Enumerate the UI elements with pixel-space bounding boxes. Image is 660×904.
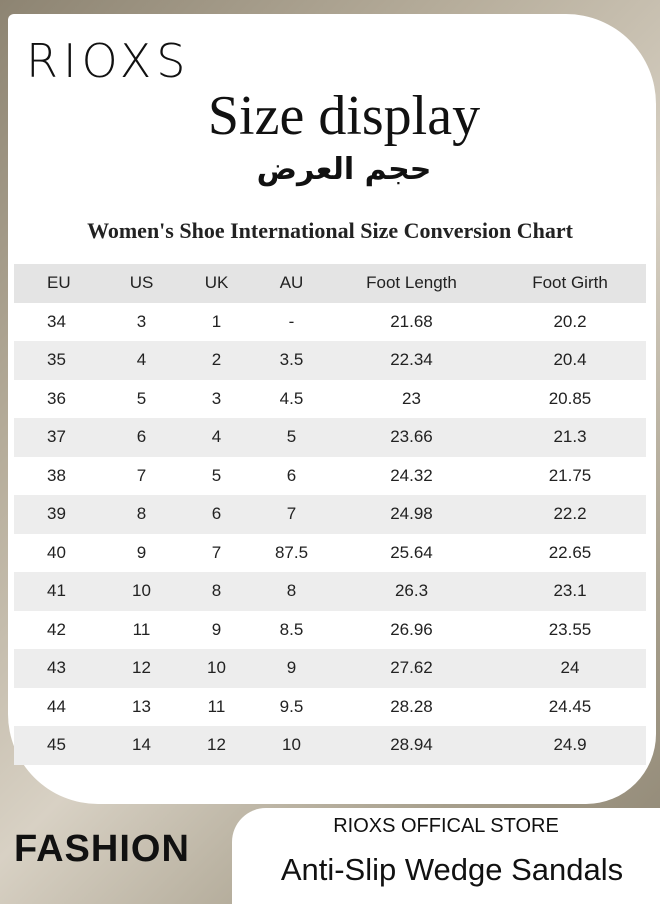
cell-au: 7 <box>286 504 297 524</box>
table-row <box>14 572 646 611</box>
table-row <box>14 495 646 534</box>
cell-uk: 8 <box>211 581 222 601</box>
cell-us: 13 <box>132 696 151 716</box>
size-chart-title: Women's Shoe International Size Conversion Chart <box>87 218 573 243</box>
cell-foot-girth: 22.2 <box>553 504 587 524</box>
store-name: RIOXS OFFICAL STORE <box>333 815 559 837</box>
cell-eu: 41 <box>47 581 66 601</box>
header-us: US <box>129 273 154 293</box>
cell-uk: 5 <box>211 465 222 485</box>
cell-foot-girth: 22.65 <box>548 542 592 562</box>
cell-au: 87.5 <box>274 542 309 562</box>
cell-foot-length: 26.3 <box>394 581 429 601</box>
header-au: AU <box>279 273 304 293</box>
product-name: Anti-Slip Wedge Sandals <box>280 852 624 887</box>
cell-uk: 10 <box>207 658 226 678</box>
cell-uk: 12 <box>207 735 226 755</box>
brand-logo: RIOXS <box>26 34 191 88</box>
cell-eu: 44 <box>47 696 66 716</box>
table-row <box>14 726 646 765</box>
cell-eu: 39 <box>47 504 66 524</box>
table-row <box>14 611 646 650</box>
cell-foot-girth: 24 <box>560 658 580 678</box>
cell-foot-length: 23 <box>402 388 421 408</box>
table-body <box>14 303 646 765</box>
cell-foot-girth: 23.1 <box>553 581 587 601</box>
cell-foot-length: 24.32 <box>390 465 433 485</box>
cell-foot-length: 28.94 <box>390 735 433 755</box>
cell-uk: 3 <box>211 388 222 408</box>
cell-foot-length: 24.98 <box>390 504 433 524</box>
cell-foot-girth: 21.75 <box>548 465 592 485</box>
table-row <box>14 418 646 457</box>
header-foot-length: Foot Length <box>366 273 457 293</box>
cell-us: 9 <box>136 542 147 562</box>
page-title-arabic: حجم العرض <box>256 152 432 187</box>
cell-eu: 43 <box>47 658 66 678</box>
table-row <box>14 649 646 688</box>
cell-au: 5 <box>286 427 297 447</box>
cell-us: 14 <box>132 735 151 755</box>
cell-au: 10 <box>282 735 301 755</box>
cell-foot-girth: 20.2 <box>553 311 587 331</box>
cell-us: 11 <box>132 619 151 639</box>
cell-us: 5 <box>136 388 147 408</box>
cell-foot-length: 21.68 <box>390 311 433 331</box>
cell-foot-girth: 24.45 <box>548 696 592 716</box>
cell-us: 8 <box>136 504 147 524</box>
cell-foot-length: 22.34 <box>390 350 433 370</box>
cell-uk: 1 <box>211 311 222 331</box>
table-row <box>14 688 646 727</box>
cell-eu: 40 <box>47 542 66 562</box>
cell-uk: 9 <box>211 619 222 639</box>
table-header-row <box>14 264 646 303</box>
cell-eu: 37 <box>47 427 66 447</box>
table-row <box>14 380 646 419</box>
cell-au: 8.5 <box>279 619 304 639</box>
cell-eu: 42 <box>47 619 66 639</box>
header-foot-girth: Foot Girth <box>532 273 608 293</box>
page-title: Size display <box>207 85 481 147</box>
cell-eu: 38 <box>47 465 66 485</box>
cell-foot-girth: 23.55 <box>548 619 592 639</box>
cell-foot-length: 28.28 <box>390 696 433 716</box>
cell-foot-girth: 24.9 <box>553 735 587 755</box>
cell-au: 9 <box>286 658 297 678</box>
cell-us: 7 <box>136 465 147 485</box>
cell-uk: 7 <box>211 542 222 562</box>
cell-us: 4 <box>136 350 147 370</box>
cell-eu: 34 <box>47 311 66 331</box>
cell-us: 3 <box>136 311 147 331</box>
cell-eu: 35 <box>47 350 66 370</box>
cell-uk: 2 <box>211 350 222 370</box>
cell-foot-girth: 20.4 <box>553 350 587 370</box>
cell-au: 8 <box>286 581 297 601</box>
table-row <box>14 457 646 496</box>
header-uk: UK <box>204 273 229 293</box>
cell-us: 10 <box>132 581 151 601</box>
cell-foot-girth: 20.85 <box>548 388 592 408</box>
cell-au: 3.5 <box>279 350 304 370</box>
cell-us: 12 <box>132 658 151 678</box>
size-conversion-table <box>14 264 646 765</box>
cell-foot-length: 27.62 <box>390 658 433 678</box>
cell-foot-length: 23.66 <box>390 427 433 447</box>
cell-au: 4.5 <box>279 388 304 408</box>
cell-foot-length: 26.96 <box>390 619 433 639</box>
cell-eu: 45 <box>47 735 66 755</box>
cell-au: 6 <box>286 465 297 485</box>
header-eu: EU <box>47 273 71 293</box>
fashion-label: FASHION <box>14 828 190 870</box>
cell-uk: 11 <box>207 696 226 716</box>
table-row <box>14 341 646 380</box>
table-row <box>14 534 646 573</box>
cell-uk: 6 <box>211 504 222 524</box>
cell-foot-length: 25.64 <box>390 542 433 562</box>
cell-au: - <box>288 311 295 331</box>
cell-uk: 4 <box>211 427 222 447</box>
cell-foot-girth: 21.3 <box>553 427 587 447</box>
table-row <box>14 303 646 342</box>
cell-us: 6 <box>136 427 147 447</box>
cell-au: 9.5 <box>279 696 304 716</box>
cell-eu: 36 <box>47 388 66 408</box>
